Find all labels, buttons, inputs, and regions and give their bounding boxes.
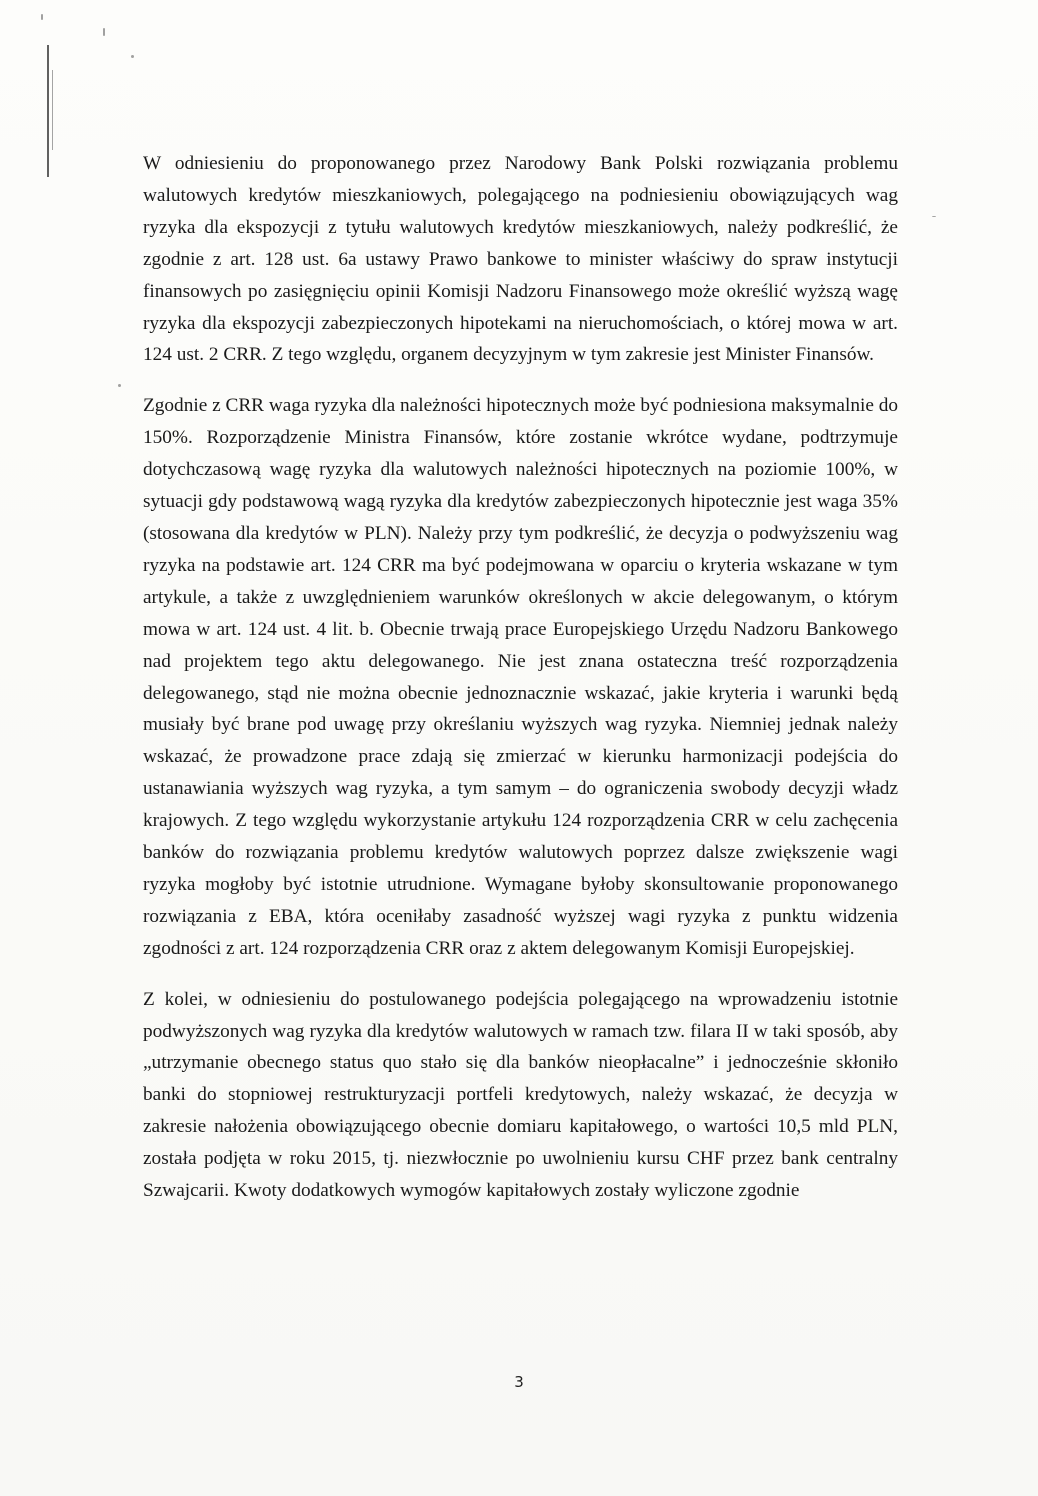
scan-speck [41, 14, 43, 20]
paragraph-2: Zgodnie z CRR waga ryzyka dla należności hipotecznych może być podniesiona maksymalnie do 150%. Rozporządzenie Ministra Finansów, które zostanie wkrótce wydane, podtrzymuje dotychczasową wagę ryzyka dla walutowych należności hipotecznych na poziomie 100%, w sytuacji gdy podstawową wagą ryzyka dla kredytów zabezpieczonych hipotecznie jest waga 35% (stosowana dla kredytów w PLN). Należy przy tym podkreślić, że decyzja o podwyższeniu wag ryzyka na podstawie art. 124 CRR ma być podejmowana w oparciu o kryteria wskazane w tym artykule, a także z uwzględnieniem warunków określonych w akcie delegowanym, o którym mowa w art. 124 ust. 4 lit. b. Obecnie trwają prace Europejskiego Urzędu Nadzoru Bankowego nad projektem tego aktu delegowanego. Nie jest znana ostateczna treść rozporządzenia delegowanego, stąd nie można obecnie jednoznacznie wskazać, jakie kryteria i warunki będą musiały być brane pod uwagę przy określaniu wyższych wag ryzyka. Niemniej jednak należy wskazać, że prowadzone prace zdają się zmierzać w kierunku harmonizacji podejścia do ustanawiania wyższych wag ryzyka, a tym samym – do ograniczenia swobody decyzji władz krajowych. Z tego względu wykorzystanie artykułu 124 rozporządzenia CRR w celu zachęcenia banków do rozwiązania problemu kredytów walutowych poprzez dalsze zwiększenie wagi ryzyka mogłoby być istotnie utrudnione. Wymagane byłoby skonsultowanie proponowanego rozwiązania z EBA, która oceniłaby zasadność wyższej wagi ryzyka z punktu widzenia zgodności z art. 124 rozporządzenia CRR oraz z aktem delegowanym Komisji Europejskiej. [143, 395, 898, 959]
scan-speck [932, 216, 936, 217]
page-number: 3 [514, 1373, 524, 1391]
scan-speck [118, 384, 121, 387]
margin-line-mark-faint [52, 70, 53, 150]
paragraph-1: W odniesieniu do proponowanego przez Narodowy Bank Polski rozwiązania problemu walutowych kredytów mieszkaniowych, polegającego na podniesieniu obowiązujących wag ryzyka dla ekspozycji z tytułu walutowych kredytów mieszkaniowych, należy podkreślić, że zgodnie z art. 128 ust. 6a ustawy Prawo bankowe to minister właściwy do spraw instytucji finansowych po zasięgnięciu opinii Komisji Nadzoru Finansowego może określić wyższą wagę ryzyka dla ekspozycji zabezpieczonych hipotekami na nieruchomościach, o której mowa w art. 124 ust. 2 CRR. Z tego względu, organem decyzyjnym w tym zakresie jest Minister Finansów. [143, 153, 898, 366]
margin-line-mark [47, 45, 49, 177]
paragraph-3: Z kolei, w odniesieniu do postulowanego podejścia polegającego na wprowadzeniu istotnie podwyższonych wag ryzyka dla kredytów walutowych w ramach tzw. filara II w taki sposób, aby „utrzymanie obecnego status quo stało się dla banków nieopłacalne” i jednocześnie skłoniło banki do stopniowej restrukturyzacji portfeli kredytowych, należy wskazać, że decyzja w zakresie nałożenia obowiązującego obecnie domiaru kapitałowego, o wartości 10,5 mld PLN, została podjęta w roku 2015, tj. niezwłocznie po uwolnieniu kursu CHF przez bank centralny Szwajcarii. Kwoty dodatkowych wymogów kapitałowych zostały wyliczone zgodnie [143, 988, 898, 1202]
document-body [143, 148, 898, 1226]
scan-speck [131, 55, 134, 58]
scan-speck [103, 28, 105, 36]
